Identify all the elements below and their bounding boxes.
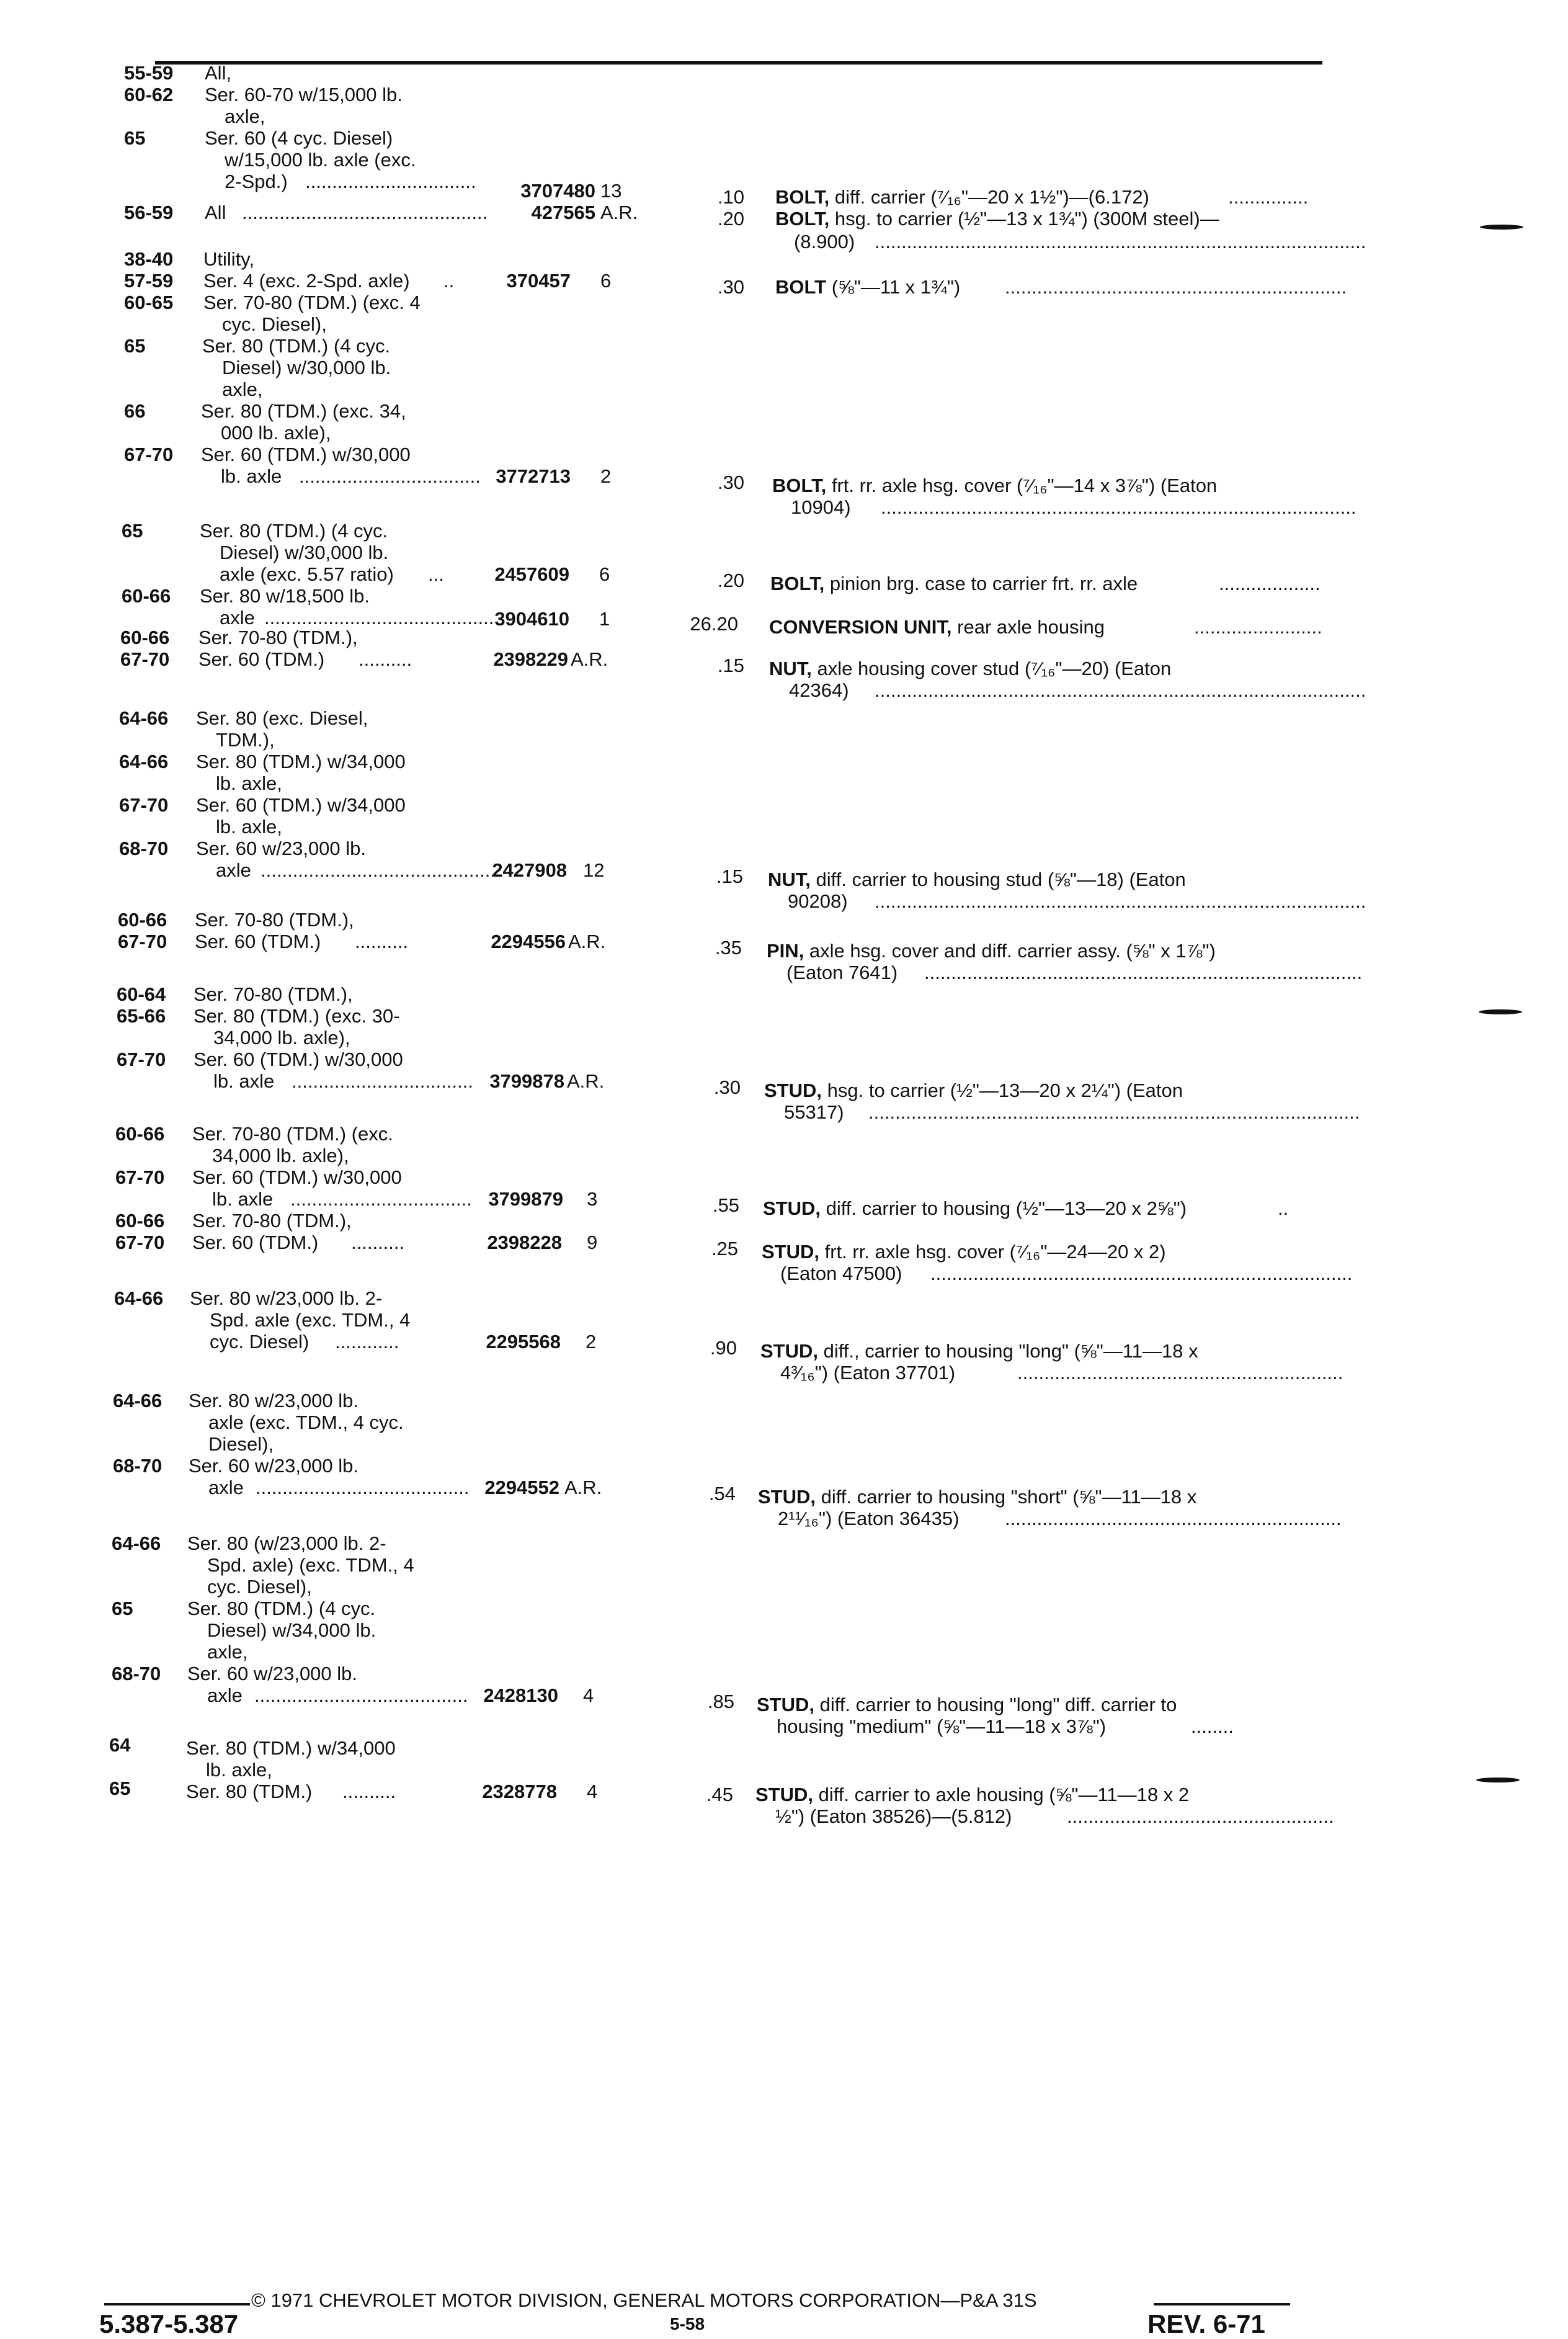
application: Ser. 70-80 (TDM.), <box>194 983 353 1005</box>
quantity: 4 <box>583 1684 594 1706</box>
part-description <box>769 616 1105 638</box>
application: Ser. 80 (TDM.) (4 cyc. <box>200 520 388 542</box>
part-detail: ½") (Eaton 38526)—(5.812) <box>775 1805 1012 1827</box>
application: Ser. 80 (TDM.) (exc. 34, <box>201 400 406 422</box>
model-years: 67-70 <box>115 1166 165 1188</box>
application: Ser. 70-80 (TDM.), <box>198 627 358 648</box>
leader-dots: ............................................................................................ <box>875 890 1366 912</box>
model-years: 60-66 <box>115 1123 165 1145</box>
application: axle, <box>207 1641 248 1663</box>
part-description <box>767 940 1216 962</box>
part-name: BOLT, <box>775 208 830 230</box>
price: .30 <box>717 472 744 493</box>
quantity: A.R. <box>568 931 606 952</box>
part-name: STUD, <box>764 1080 822 1101</box>
part-description <box>769 658 1171 679</box>
part-description <box>758 1486 1196 1508</box>
quantity: 3 <box>587 1188 598 1210</box>
price: .30 <box>713 1076 741 1098</box>
model-years: 65-66 <box>117 1005 166 1027</box>
price: .10 <box>717 186 744 208</box>
application: Ser. 60 (TDM.) <box>195 931 321 952</box>
part-detail: 90208) <box>788 890 848 912</box>
part-detail: diff. carrier (⁷⁄₁₆"—20 x 1½")—(6.172) <box>834 186 1149 208</box>
application: Ser. 60 (TDM.) w/30,000 <box>201 444 411 465</box>
application: Ser. 80 (w/23,000 lb. 2- <box>187 1532 386 1554</box>
part-detail: (8.900) <box>794 231 855 253</box>
application: axle (exc. TDM., 4 cyc. <box>208 1411 404 1433</box>
application: lb. axle <box>221 465 282 487</box>
application: All, <box>205 62 232 84</box>
model-years: 60-66 <box>122 585 171 607</box>
quantity: 12 <box>583 859 605 881</box>
application: Ser. 70-80 (TDM.), <box>192 1210 352 1232</box>
price: .25 <box>711 1238 738 1259</box>
part-description <box>775 186 1149 208</box>
application: Ser. 60 w/23,000 lb. <box>189 1455 359 1477</box>
part-name: STUD, <box>762 1241 819 1263</box>
application: Diesel) w/30,000 lb. <box>220 542 389 563</box>
part-detail: diff. carrier to housing (½"—13—20 x 2⅝") <box>826 1197 1187 1219</box>
application: axle <box>220 607 255 628</box>
part-detail: 2¹¹⁄₁₆") (Eaton 36435) <box>778 1508 960 1529</box>
model-years: 65 <box>112 1598 133 1619</box>
application: Spd. axle (exc. TDM., 4 <box>210 1309 411 1331</box>
part-number: 3772713 <box>496 465 571 487</box>
part-detail: diff. carrier to housing "short" (⅝"—11—18 x <box>821 1486 1197 1508</box>
model-years: 65 <box>124 127 146 149</box>
part-description <box>757 1694 1177 1715</box>
part-detail: rear axle housing <box>957 616 1105 638</box>
part-description <box>775 208 1219 230</box>
application: lb. axle <box>212 1188 274 1210</box>
leader-dots: ............................................................................... <box>930 1263 1353 1284</box>
model-years: 67-70 <box>117 1049 166 1070</box>
leader-dots: ............ <box>335 1331 399 1353</box>
part-detail: axle hsg. cover and diff. carrier assy. (⅝" x 1⅞") <box>809 940 1216 962</box>
model-years: 60-64 <box>117 983 166 1005</box>
application: 34,000 lb. axle), <box>212 1145 349 1166</box>
model-years: 64-66 <box>113 1390 163 1411</box>
application: axle <box>208 1477 244 1498</box>
part-detail: axle housing cover stud (⁷⁄₁₆"—20) (Eaton <box>817 658 1172 679</box>
price: .35 <box>715 937 742 959</box>
part-detail: 10904) <box>791 496 851 518</box>
leader-dots: ............................................................. <box>1017 1362 1343 1384</box>
part-name: BOLT, <box>770 573 825 594</box>
model-years: 64-66 <box>112 1532 161 1554</box>
margin-tick <box>1476 1778 1520 1782</box>
part-detail: frt. rr. axle hsg. cover (⁷⁄₁₆"—14 x 3⅞") (Eaton <box>831 475 1218 496</box>
application: TDM.), <box>216 729 275 751</box>
part-description <box>775 276 960 298</box>
quantity: A.R. <box>571 648 608 670</box>
leader-dots: ........ <box>1191 1715 1234 1737</box>
leader-dots: ............... <box>1228 186 1309 208</box>
application: Diesel), <box>208 1433 274 1455</box>
leader-dots: .......... <box>351 1232 405 1253</box>
leader-dots: ............................................................................................ <box>868 1101 1360 1123</box>
part-name: NUT, <box>769 658 812 679</box>
quantity: 6 <box>599 563 610 585</box>
leader-dots: ... <box>428 563 444 585</box>
application: axle (exc. 5.57 ratio) <box>220 563 394 585</box>
leader-dots: ........................ <box>1194 616 1322 638</box>
application: Ser. 4 (exc. 2-Spd. axle) <box>203 270 410 292</box>
part-detail: pinion brg. case to carrier frt. rr. axle <box>829 573 1138 594</box>
model-years: 67-70 <box>119 794 169 816</box>
application: Utility, <box>203 248 255 270</box>
application: Ser. 80 (TDM.) (4 cyc. <box>187 1598 376 1619</box>
price: 26.20 <box>690 613 738 635</box>
part-name: PIN, <box>767 940 804 962</box>
price: .20 <box>717 570 744 591</box>
model-years: 56-59 <box>124 202 174 223</box>
top-rule <box>155 61 1322 65</box>
part-description <box>764 1080 1183 1101</box>
quantity: A.R. <box>564 1477 602 1498</box>
leader-dots: ........................................ <box>254 1684 468 1706</box>
leader-dots: .................................................. <box>1067 1805 1334 1827</box>
model-years: 68-70 <box>119 838 169 859</box>
part-detail: frt. rr. axle hsg. cover (⁷⁄₁₆"—24—20 x 2) <box>824 1241 1166 1263</box>
part-detail: (Eaton 47500) <box>780 1263 902 1284</box>
application: 34,000 lb. axle), <box>213 1027 350 1049</box>
leader-dots: ........................................ <box>256 1477 470 1498</box>
application: Ser. 70-80 (TDM.), <box>195 909 354 931</box>
leader-dots: .......... <box>355 931 409 952</box>
part-detail: diff. carrier to housing stud (⅝"—18) (Eaton <box>816 869 1186 890</box>
part-description <box>770 573 1138 594</box>
model-years: 67-70 <box>118 931 167 952</box>
model-years: 60-66 <box>120 627 170 648</box>
margin-tick <box>1480 225 1523 230</box>
application: Ser. 80 w/23,000 lb. 2- <box>190 1287 383 1309</box>
application: lb. axle, <box>216 772 282 794</box>
model-years: 64-66 <box>119 751 169 772</box>
part-number: 2294556 <box>491 931 566 952</box>
footer-rule <box>104 2303 250 2305</box>
model-years: 65 <box>124 335 146 357</box>
leader-dots: .......... <box>342 1781 396 1802</box>
model-years: 66 <box>124 400 146 422</box>
quantity: 1 <box>599 608 610 630</box>
part-detail: hsg. to carrier (½"—13 x 1¾") (300M steel)— <box>834 208 1219 230</box>
application: 2-Spd.) <box>225 171 288 192</box>
application: Ser. 60 (TDM.) w/34,000 <box>196 794 406 816</box>
application: axle <box>216 859 251 881</box>
application: lb. axle, <box>206 1759 272 1781</box>
part-number: 2294552 <box>484 1477 559 1498</box>
leader-dots: .. <box>1278 1197 1289 1219</box>
part-number: 2295568 <box>486 1331 561 1353</box>
copyright: © 1971 CHEVROLET MOTOR DIVISION, GENERAL MOTORS CORPORATION—P&A 31S <box>251 2289 1037 2311</box>
application: Ser. 70-80 (TDM.) (exc. <box>192 1123 393 1145</box>
part-detail: (⅝"—11 x 1¾") <box>831 276 961 298</box>
application: Ser. 60-70 w/15,000 lb. <box>205 84 403 105</box>
quantity: 13 <box>600 180 622 202</box>
revision: REV. 6-71 <box>1147 2309 1265 2338</box>
section-ref: 5.387-5.387 <box>99 2309 239 2338</box>
application: lb. axle <box>213 1070 275 1092</box>
price: .54 <box>708 1483 736 1505</box>
part-number: 3799879 <box>488 1188 563 1210</box>
leader-dots: ........................................... <box>264 607 494 628</box>
quantity: 2 <box>586 1331 597 1353</box>
model-years: 65 <box>122 520 143 542</box>
application: Ser. 80 (TDM.) w/34,000 <box>186 1737 396 1759</box>
model-years: 57-59 <box>124 270 174 292</box>
application: Ser. 80 (TDM.) <box>186 1781 313 1802</box>
part-number: 427565 <box>531 202 595 223</box>
model-years: 68-70 <box>112 1663 161 1684</box>
application: lb. axle, <box>216 816 282 838</box>
leader-dots: .......... <box>359 648 412 670</box>
price: .30 <box>717 276 744 298</box>
leader-dots: ......................................................................................... <box>881 496 1356 518</box>
part-name: BOLT <box>775 276 827 298</box>
application: cyc. Diesel), <box>222 313 327 335</box>
part-detail: (Eaton 7641) <box>786 962 898 983</box>
model-years: 60-66 <box>118 909 167 931</box>
model-years: 64-66 <box>114 1287 164 1309</box>
application: Diesel) w/34,000 lb. <box>207 1619 376 1641</box>
part-number: 2328778 <box>482 1781 557 1802</box>
part-detail: hsg. to carrier (½"—13—20 x 2¼") (Eaton <box>827 1080 1183 1101</box>
application: Ser. 60 (TDM.) w/30,000 <box>194 1049 403 1070</box>
model-years: 60-65 <box>124 292 174 313</box>
model-years: 67-70 <box>124 444 174 465</box>
part-name: STUD, <box>755 1784 813 1805</box>
model-years: 60-66 <box>115 1210 165 1232</box>
part-number: 2457609 <box>494 563 569 585</box>
part-name: CONVERSION UNIT, <box>769 616 952 638</box>
application: Ser. 80 (TDM.) (exc. 30- <box>194 1005 400 1027</box>
application: Ser. 80 (TDM.) (4 cyc. <box>202 335 391 357</box>
model-years: 64-66 <box>119 707 169 729</box>
leader-dots: .................................. <box>299 465 481 487</box>
application: Ser. 60 (TDM.) <box>198 648 325 670</box>
part-description <box>762 1241 1166 1263</box>
application: Ser. 70-80 (TDM.) (exc. 4 <box>203 292 421 313</box>
footer-rule <box>1154 2303 1290 2305</box>
leader-dots: ............................................ <box>261 859 496 881</box>
part-number: 2398229 <box>493 648 568 670</box>
part-description <box>763 1197 1187 1219</box>
model-years: 65 <box>109 1778 131 1799</box>
part-number: 2398228 <box>487 1232 562 1253</box>
price: .45 <box>706 1784 733 1805</box>
leader-dots: ................................................................ <box>1005 276 1347 298</box>
application: Ser. 60 (TDM.) w/30,000 <box>192 1166 402 1188</box>
model-years: 55-59 <box>124 62 174 84</box>
model-years: 67-70 <box>115 1232 165 1253</box>
application: Ser. 80 w/18,500 lb. <box>200 585 370 607</box>
part-detail: 4³⁄₁₆") (Eaton 37701) <box>780 1362 956 1384</box>
price: .85 <box>707 1691 734 1712</box>
part-number: 2428130 <box>483 1684 558 1706</box>
quantity: 9 <box>587 1232 598 1253</box>
model-years: 64 <box>109 1734 131 1756</box>
part-name: NUT, <box>768 869 811 890</box>
page-number: 5-58 <box>670 2314 705 2333</box>
model-years: 38-40 <box>124 248 174 270</box>
leader-dots: ............................................................... <box>1005 1508 1342 1529</box>
part-detail: diff. carrier to housing "long" diff. carrier to <box>819 1694 1177 1715</box>
part-number: 3707480 <box>520 180 595 202</box>
leader-dots: .................................................................................. <box>924 962 1363 983</box>
part-name: STUD, <box>757 1694 814 1715</box>
application: axle <box>207 1684 243 1706</box>
leader-dots: ................................ <box>305 171 476 192</box>
part-name: STUD, <box>760 1340 818 1362</box>
leader-dots: .................................. <box>292 1070 473 1092</box>
application: Spd. axle) (exc. TDM., 4 <box>207 1554 414 1576</box>
part-description <box>768 869 1186 890</box>
application: w/15,000 lb. axle (exc. <box>225 149 416 171</box>
part-name: BOLT, <box>772 475 827 496</box>
part-detail: diff., carrier to housing "long" (⅝"—11—18 x <box>823 1340 1198 1362</box>
part-number: 3904610 <box>494 608 569 630</box>
application: Ser. 80 (TDM.) w/34,000 <box>196 751 406 772</box>
application: cyc. Diesel), <box>207 1576 312 1598</box>
leader-dots: .............................................. <box>242 202 488 223</box>
model-years: 68-70 <box>113 1455 163 1477</box>
application: axle, <box>222 378 263 400</box>
application: Ser. 60 w/23,000 lb. <box>187 1663 358 1684</box>
application: Ser. 60 w/23,000 lb. <box>196 838 367 859</box>
application: Ser. 60 (4 cyc. Diesel) <box>205 127 393 149</box>
price: .20 <box>717 208 744 230</box>
quantity: 4 <box>587 1781 598 1802</box>
price: .15 <box>717 655 744 676</box>
part-name: BOLT, <box>775 186 830 208</box>
part-description <box>760 1340 1198 1362</box>
price: .90 <box>710 1337 737 1359</box>
leader-dots: .. <box>443 270 455 292</box>
application: 000 lb. axle), <box>221 422 331 444</box>
leader-dots: ............................................................................................ <box>875 231 1366 253</box>
quantity: A.R. <box>567 1070 605 1092</box>
price: .15 <box>716 865 743 887</box>
margin-tick <box>1479 1009 1522 1014</box>
price: .55 <box>712 1194 739 1216</box>
part-detail: 42364) <box>789 679 849 701</box>
application: Ser. 60 (TDM.) <box>192 1232 319 1253</box>
part-detail: 55317) <box>784 1101 844 1123</box>
leader-dots: ................... <box>1219 573 1321 594</box>
leader-dots: ............................................................................................ <box>875 679 1366 701</box>
application: Ser. 80 (exc. Diesel, <box>196 707 368 729</box>
part-description <box>755 1784 1189 1805</box>
application: All <box>205 202 226 223</box>
model-years: 60-62 <box>124 84 174 105</box>
application: axle, <box>225 105 265 127</box>
part-detail: diff. carrier to axle housing (⅝"—11—18 x 2 <box>818 1784 1190 1805</box>
part-number: 370457 <box>506 270 571 292</box>
application: Diesel) w/30,000 lb. <box>222 357 391 378</box>
quantity: A.R. <box>600 202 638 223</box>
application: cyc. Diesel) <box>210 1331 310 1353</box>
part-description <box>772 475 1217 496</box>
model-years: 67-70 <box>120 648 170 670</box>
part-name: STUD, <box>758 1486 816 1508</box>
quantity: 6 <box>600 270 612 292</box>
part-detail: housing "medium" (⅝"—11—18 x 3⅞") <box>777 1715 1107 1737</box>
part-number: 3799878 <box>489 1070 564 1092</box>
part-name: STUD, <box>763 1197 821 1219</box>
part-number: 2427908 <box>492 859 567 881</box>
leader-dots: .................................. <box>290 1188 472 1210</box>
application: Ser. 80 w/23,000 lb. <box>189 1390 359 1411</box>
quantity: 2 <box>600 465 612 487</box>
